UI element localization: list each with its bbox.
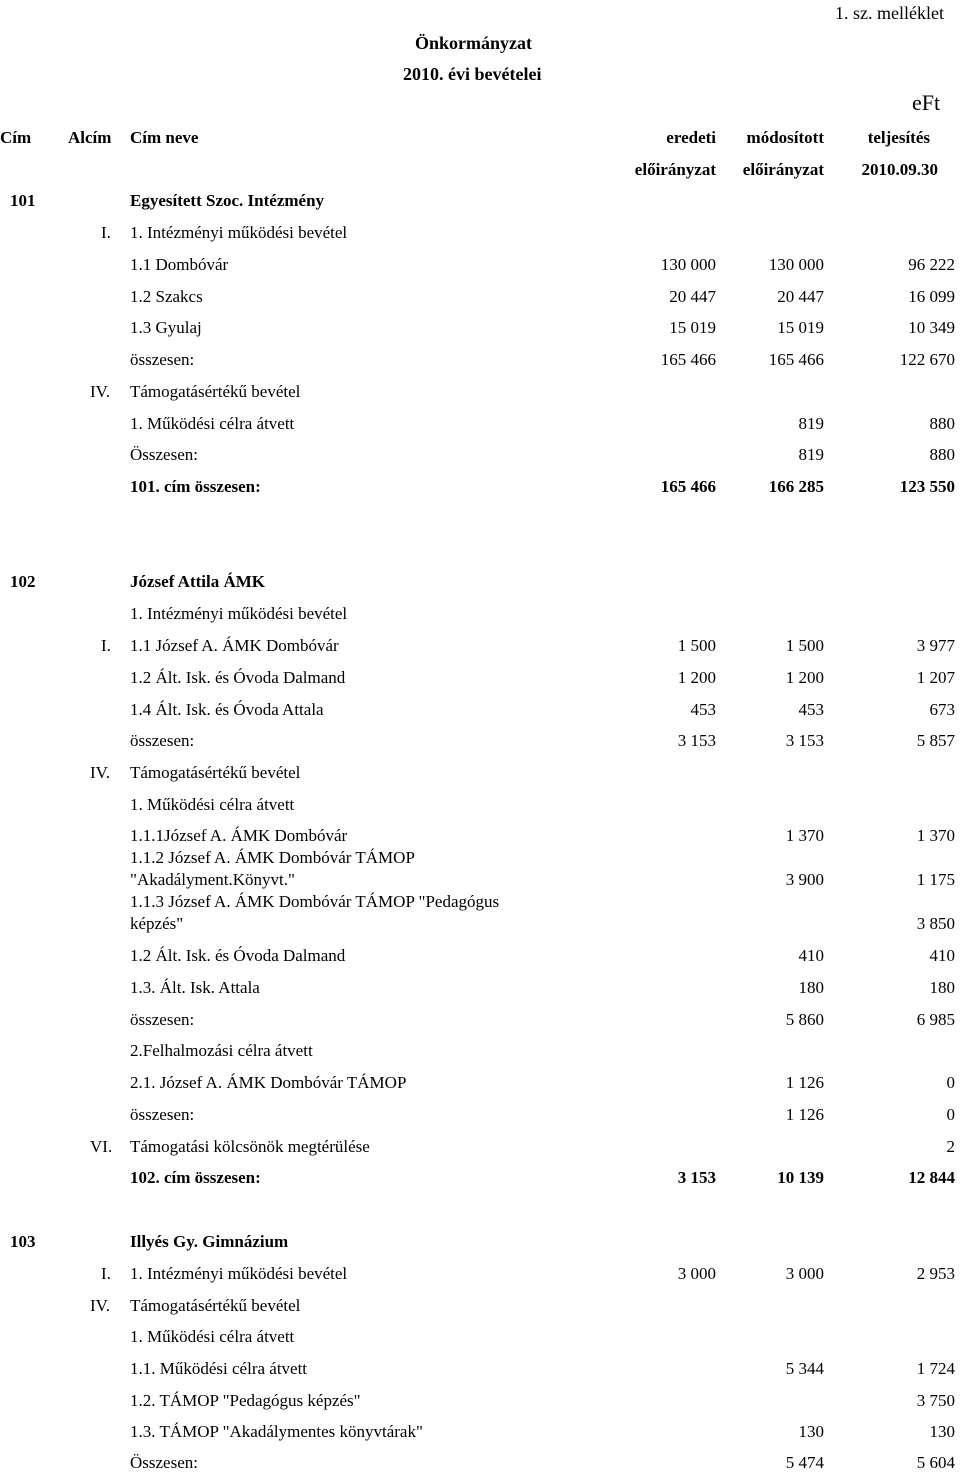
value-teljesites: 122 670 [899,350,955,369]
alcim-label: I. [101,223,111,242]
value-modositott: 1 200 [785,668,824,687]
value-teljesites: 1 207 [916,668,955,687]
value-eredeti: 3 000 [677,1264,716,1283]
value-modositott: 453 [798,700,824,719]
section-total-label: 102. cím összesen: [130,1168,261,1187]
value-modositott: 5 860 [785,1010,824,1029]
value-teljesites: 96 222 [908,255,955,274]
value-teljesites: 0 [946,1105,955,1124]
col-cim: Cím [0,128,32,147]
row-label-cont: "Akadályment.Könyvt." [130,870,295,889]
value-eredeti: 453 [690,700,716,719]
value-modositott: 410 [798,946,824,965]
value-teljesites: 6 985 [916,1010,955,1029]
value-eredeti: 165 466 [660,350,716,369]
value-modositott: 15 019 [777,318,824,337]
value-teljesites: 410 [929,946,955,965]
value-modositott: 5 344 [785,1359,824,1378]
section-code-102: 102 [10,572,36,591]
value-teljesites: 16 099 [908,287,955,306]
row-label: 1. Intézményi működési bevétel [130,1264,348,1283]
total-modositott: 166 285 [768,477,824,496]
alcim-label: I. [101,636,111,655]
value-teljesites: 5 604 [916,1453,955,1472]
alcim-label: I. [101,1264,111,1283]
row-label: 1.1.2 József A. ÁMK Dombóvár TÁMOP [130,848,415,867]
section-name-103: Illyés Gy. Gimnázium [130,1232,289,1251]
col-teljesites: teljesítés [867,128,930,147]
page-subtitle: 2010. évi bevételei [403,64,542,84]
section-name-102: József Attila ÁMK [130,572,266,591]
value-teljesites: 10 349 [908,318,955,337]
row-label: 1.1.1József A. ÁMK Dombóvár [130,826,348,845]
row-label: 1. Működési célra átvett [130,414,295,433]
row-label: 1.2 Ált. Isk. és Óvoda Dalmand [130,668,346,687]
section-name-101: Egyesített Szoc. Intézmény [130,191,325,210]
row-label-cont: képzés" [130,914,184,933]
row-label: Támogatásértékű bevétel [130,763,301,782]
row-label: 1.2 Ált. Isk. és Óvoda Dalmand [130,946,346,965]
value-teljesites: 2 [946,1137,955,1156]
col-modositott-sub: előirányzat [742,160,824,179]
col-teljesites-date: 2010.09.30 [861,160,938,179]
subtotal-label: Összesen: [130,445,198,464]
value-modositott: 1 126 [785,1073,824,1092]
value-teljesites: 180 [929,978,955,997]
row-label: Támogatásértékű bevétel [130,382,301,401]
subtotal-label: összesen: [130,731,195,750]
col-eredeti-sub: előirányzat [634,160,716,179]
value-teljesites: 880 [929,414,955,433]
value-modositott: 130 [798,1422,824,1441]
col-modositott: módosított [746,128,824,147]
alcim-label: IV. [90,382,110,401]
row-label: 1. Intézményi működési bevétel [130,223,348,242]
total-modositott: 10 139 [777,1168,824,1187]
value-teljesites: 1 175 [916,870,955,889]
value-modositott: 3 900 [785,870,824,889]
value-modositott: 1 370 [785,826,824,845]
row-label: 1.1 József A. ÁMK Dombóvár [130,636,339,655]
value-eredeti: 15 019 [669,318,716,337]
total-teljesites: 12 844 [908,1168,955,1187]
value-modositott: 130 000 [768,255,824,274]
value-teljesites: 5 857 [916,731,955,750]
row-label: 1. Működési célra átvett [130,1327,295,1346]
value-teljesites: 880 [929,445,955,464]
row-label: 2.1. József A. ÁMK Dombóvár TÁMOP [130,1073,407,1092]
subtotal-label: összesen: [130,1105,195,1124]
row-label: 1.4 Ált. Isk. és Óvoda Attala [130,700,324,719]
value-modositott: 819 [798,445,824,464]
row-label: 1.1. Működési célra átvett [130,1359,308,1378]
row-label: 1. Intézményi működési bevétel [130,604,348,623]
row-label: 1.3 Gyulaj [130,318,202,337]
value-eredeti: 3 153 [677,731,716,750]
value-teljesites: 1 370 [916,826,955,845]
value-modositott: 1 126 [785,1105,824,1124]
section-total-label: 101. cím összesen: [130,477,261,496]
total-teljesites: 123 550 [899,477,955,496]
col-alcim: Alcím [68,128,112,147]
value-modositott: 3 000 [785,1264,824,1283]
col-cim-neve: Cím neve [130,128,199,147]
col-eredeti: eredeti [666,128,716,147]
alcim-label: IV. [90,1296,110,1315]
row-label: Támogatási kölcsönök megtérülése [130,1137,370,1156]
section-code-101: 101 [10,191,36,210]
value-teljesites: 3 850 [916,914,955,933]
row-label: 1.2 Szakcs [130,287,203,306]
value-eredeti: 130 000 [660,255,716,274]
value-eredeti: 1 500 [677,636,716,655]
value-eredeti: 20 447 [669,287,716,306]
row-label: 1.3. Ált. Isk. Attala [130,978,260,997]
alcim-label: IV. [90,763,110,782]
value-modositott: 180 [798,978,824,997]
value-modositott: 5 474 [785,1453,824,1472]
value-modositott: 1 500 [785,636,824,655]
value-teljesites: 3 977 [916,636,955,655]
value-teljesites: 130 [929,1422,955,1441]
value-modositott: 819 [798,414,824,433]
row-label: 1.1.3 József A. ÁMK Dombóvár TÁMOP "Pedagógus [130,892,500,911]
total-eredeti: 3 153 [677,1168,716,1187]
unit-label: eFt [912,90,941,115]
value-teljesites: 3 750 [916,1391,955,1410]
subtotal-label: összesen: [130,1010,195,1029]
value-modositott: 3 153 [785,731,824,750]
page-title: Önkormányzat [415,33,532,53]
alcim-label: VI. [90,1137,113,1156]
value-modositott: 20 447 [777,287,824,306]
value-teljesites: 0 [946,1073,955,1092]
row-label: 1.2. TÁMOP "Pedagógus képzés" [130,1391,361,1410]
annex-label: 1. sz. melléklet [835,3,944,23]
row-label: 1.3. TÁMOP "Akadálymentes könyvtárak" [130,1422,423,1441]
row-label: 1. Működési célra átvett [130,795,295,814]
row-label: Támogatásértékű bevétel [130,1296,301,1315]
value-teljesites: 1 724 [916,1359,955,1378]
subtotal-label: Összesen: [130,1453,198,1472]
section-code-103: 103 [10,1232,36,1251]
value-teljesites: 2 953 [916,1264,955,1283]
total-eredeti: 165 466 [660,477,716,496]
subtotal-label: összesen: [130,350,195,369]
value-teljesites: 673 [929,700,955,719]
value-modositott: 165 466 [768,350,824,369]
value-eredeti: 1 200 [677,668,716,687]
row-label: 1.1 Dombóvár [130,255,229,274]
row-label: 2.Felhalmozási célra átvett [130,1041,313,1060]
